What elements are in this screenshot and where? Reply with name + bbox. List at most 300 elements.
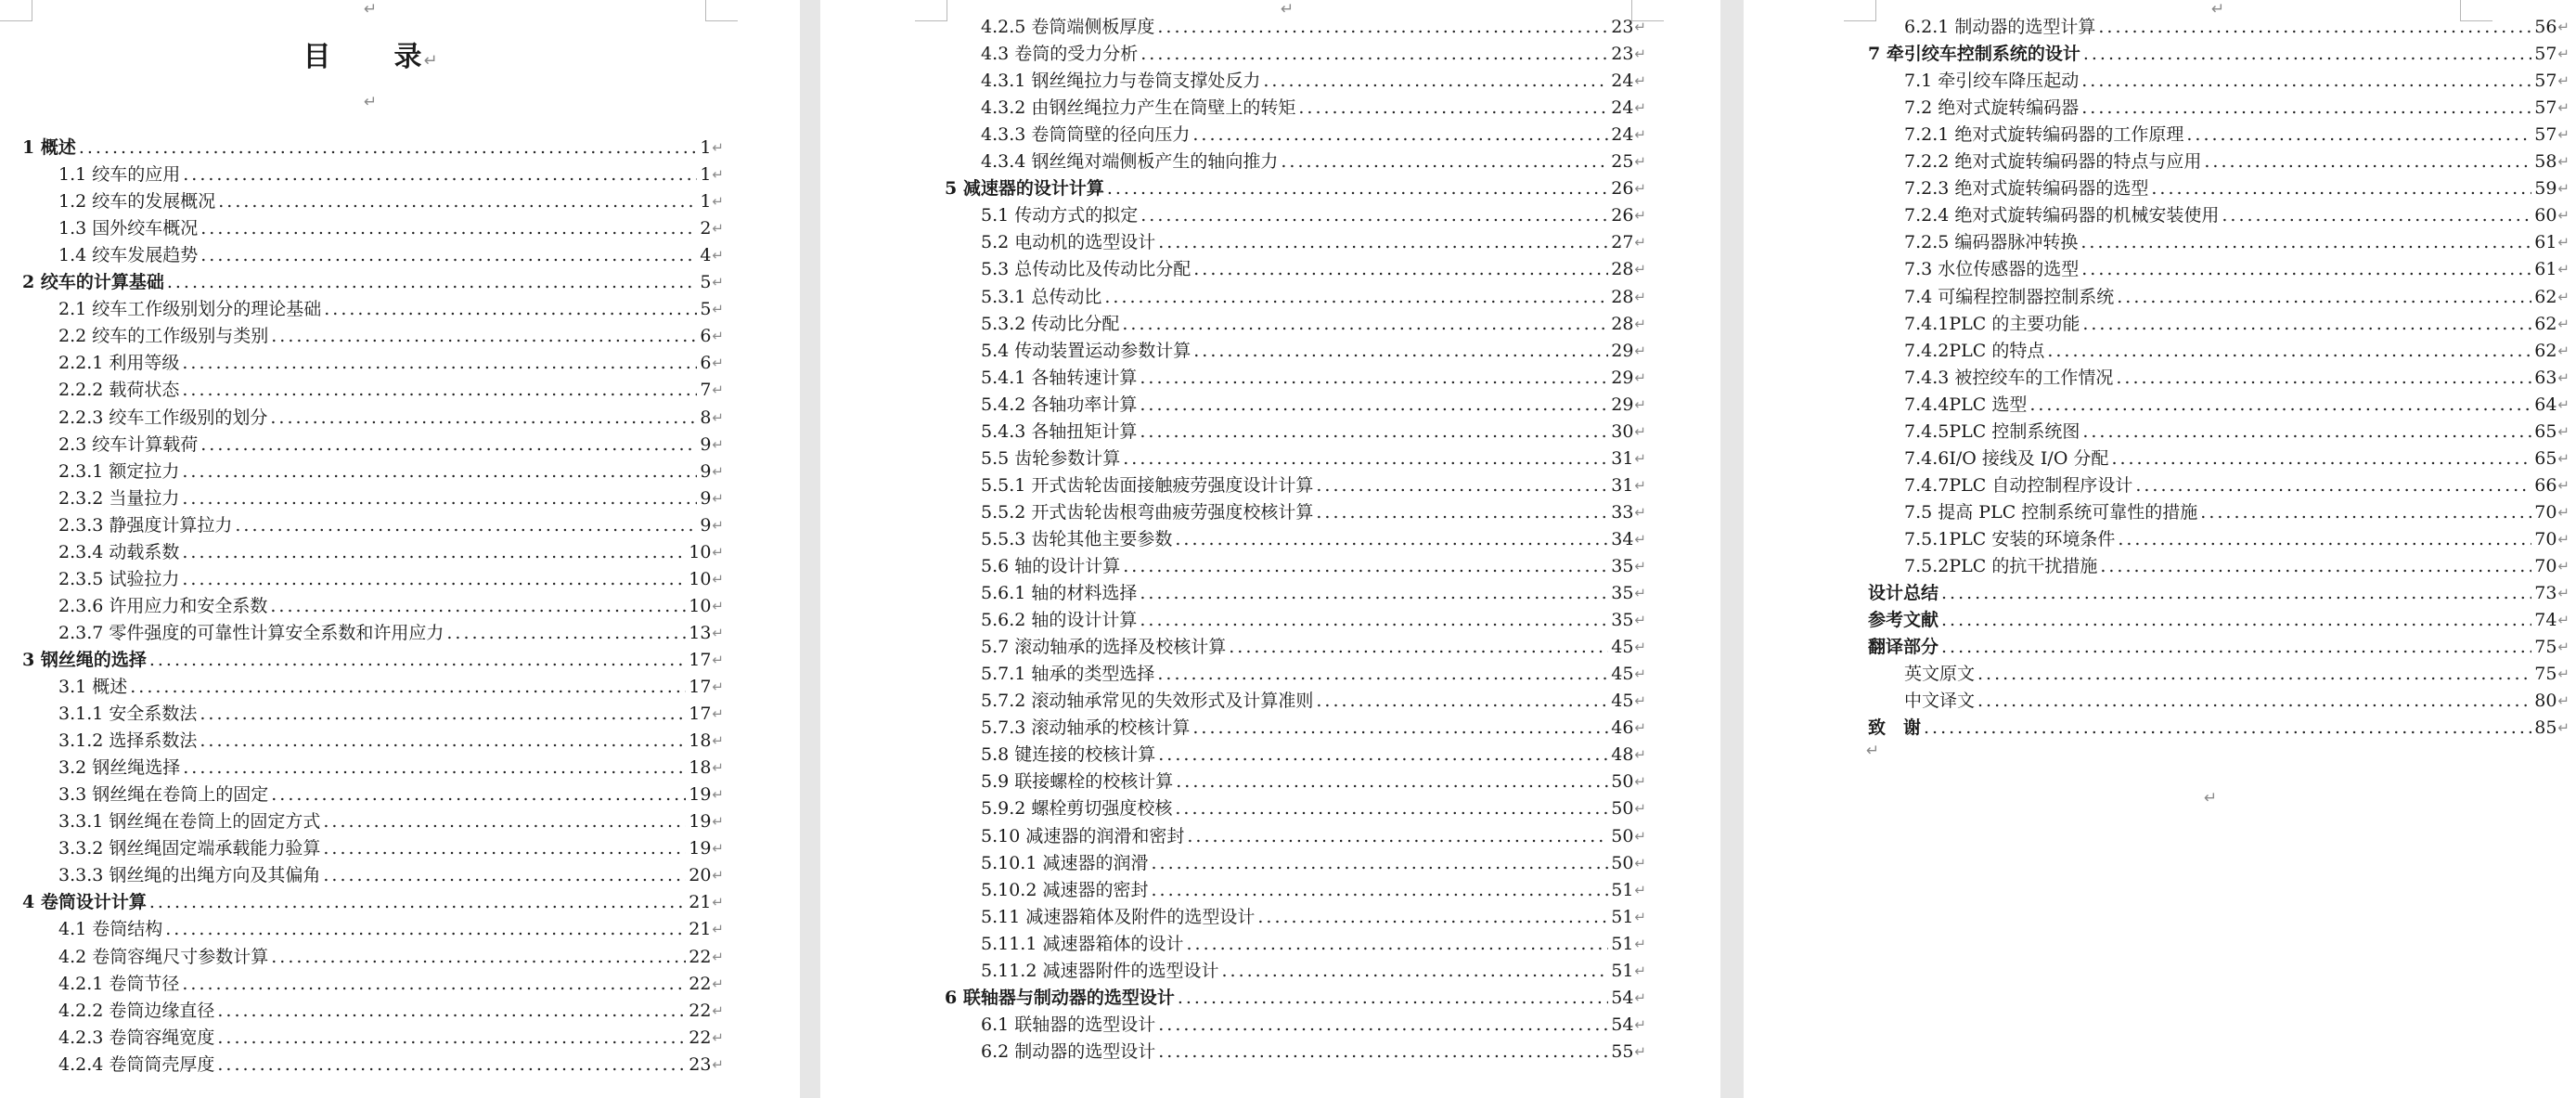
dot-leader (1140, 581, 1608, 605)
toc-entry[interactable] (981, 93, 1646, 120)
paragraph-mark-icon: ↵ (2557, 476, 2570, 494)
toc-entry[interactable] (1904, 444, 2570, 471)
toc-entry-label: 7.2.4 绝对式旋转编码器的机械安装使用 (1904, 205, 2220, 226)
paragraph-mark-icon: ↵ (2557, 126, 2570, 144)
toc-entry[interactable] (1904, 227, 2570, 254)
toc-entry-label: 5.7.2 滚动轴承常见的失效形式及计算准则 (981, 691, 1314, 712)
toc-entry-label: 4.3.2 由钢丝绳拉力产生在筒壁上的转矩 (981, 97, 1296, 119)
paragraph-mark-icon: ↵ (1634, 612, 1646, 629)
toc-entry[interactable] (58, 942, 724, 969)
paragraph-mark-icon: ↵ (1634, 288, 1646, 305)
toc-entry[interactable] (1904, 12, 2570, 39)
toc-entry[interactable] (1904, 200, 2570, 227)
paragraph-mark-icon: ↵ (1634, 692, 1646, 710)
dot-leader (149, 890, 686, 914)
toc-entry[interactable] (1904, 524, 2570, 551)
toc-entry[interactable] (945, 983, 1646, 1010)
toc-entry[interactable] (981, 767, 1646, 794)
dot-leader (270, 406, 697, 430)
toc-entry[interactable] (1904, 66, 2570, 93)
toc-entry-page-number: 21 (689, 919, 712, 940)
toc-entry[interactable] (58, 187, 724, 213)
toc-entry-label: 英文原文 (1904, 664, 1976, 685)
dot-leader (1316, 689, 1608, 713)
dot-leader (270, 594, 686, 618)
toc-entry-page-number: 5 (700, 272, 712, 293)
toc-entry[interactable] (1904, 390, 2570, 417)
paragraph-mark-icon: ↵ (2557, 503, 2570, 521)
toc-entry[interactable] (58, 160, 724, 187)
toc-entry-label: 5.6.1 轴的材料选择 (981, 583, 1138, 604)
paragraph-mark-icon: ↵ (2557, 422, 2570, 440)
toc-entry[interactable] (22, 267, 724, 294)
dot-leader (324, 297, 697, 321)
dot-leader (1140, 393, 1608, 417)
toc-entry[interactable] (981, 444, 1646, 471)
paragraph-mark-icon: ↵ (1634, 988, 1646, 1006)
toc-entry[interactable] (58, 240, 724, 267)
toc-entry[interactable] (981, 821, 1646, 848)
toc-entry-page-number: 75 (2534, 664, 2557, 685)
toc-entry-page-number: 10 (689, 595, 712, 616)
toc-entry-label: 4.2.5 卷筒端侧板厚度 (981, 17, 1155, 37)
dot-leader (2222, 203, 2531, 227)
toc-entry[interactable] (22, 133, 724, 160)
toc-entry[interactable] (981, 12, 1646, 39)
dot-leader (1186, 932, 1608, 956)
toc-entry-page-number: 51 (1611, 879, 1634, 900)
toc-entry-label: 7.2.1 绝对式旋转编码器的工作原理 (1904, 124, 2184, 146)
toc-entry-page-number: 1 (700, 137, 712, 158)
toc-entry[interactable] (981, 524, 1646, 551)
toc-entry-label: 2.3 绞车计算载荷 (58, 433, 199, 455)
toc-entry[interactable] (981, 713, 1646, 740)
toc-entry-page-number: 9 (700, 433, 712, 455)
toc-entry-label: 2.3.4 动载系数 (58, 541, 180, 562)
paragraph-mark-icon: ↵ (712, 759, 724, 777)
toc-entry-label: 3.2 钢丝绳选择 (58, 757, 181, 779)
dot-leader (271, 782, 686, 807)
toc-entry[interactable] (981, 227, 1646, 254)
paragraph-mark-icon: ↵ (712, 516, 724, 534)
dot-leader (2083, 42, 2531, 66)
paragraph-mark-icon: ↵ (1634, 1042, 1646, 1060)
toc-entry-page-number: 80 (2534, 691, 2557, 712)
toc-entry[interactable] (981, 147, 1646, 174)
toc-entry-label: 4.2.4 卷筒筒壳厚度 (58, 1053, 215, 1075)
toc-entry-page-number: 24 (1611, 71, 1634, 92)
dot-leader (182, 972, 686, 996)
toc-entry-page-number: 23 (689, 1053, 712, 1075)
toc-entry[interactable] (981, 39, 1646, 66)
toc-entry-label: 5.4.2 各轴功率计算 (981, 394, 1138, 415)
toc-entry-label: 2 绞车的计算基础 (22, 272, 164, 293)
toc-entry[interactable] (1868, 39, 2570, 66)
paragraph-mark-icon: ↵ (2557, 45, 2570, 63)
toc-entry[interactable] (58, 375, 724, 402)
toc-entry[interactable] (945, 174, 1646, 200)
toc-entry[interactable] (58, 914, 724, 941)
toc-entry[interactable] (981, 902, 1646, 929)
toc-entry-page-number: 20 (689, 865, 712, 886)
toc-title (0, 33, 742, 74)
toc-entry-label: 5.7.1 轴承的类型选择 (981, 664, 1155, 685)
toc-entry-page-number: 22 (689, 1027, 712, 1048)
page-corner-mark (0, 0, 32, 21)
toc-entry[interactable] (58, 510, 724, 537)
toc-entry-label: 5 减速器的设计计算 (945, 178, 1104, 200)
toc-entry[interactable] (58, 213, 724, 240)
toc-entry-page-number: 7 (700, 380, 712, 401)
toc-entry-label: 7.2.2 绝对式旋转编码器的特点与应用 (1904, 151, 2202, 173)
paragraph-mark-icon: ↵ (1634, 422, 1646, 440)
paragraph-mark-icon: ↵ (2557, 342, 2570, 359)
toc-entry[interactable] (981, 632, 1646, 659)
dot-leader (1140, 203, 1608, 227)
dot-leader (2029, 393, 2531, 417)
toc-entry[interactable] (58, 833, 724, 860)
toc-entry-label: 2.3.2 当量拉力 (58, 487, 180, 509)
toc-entry-page-number: 1 (700, 164, 712, 186)
dot-leader (1941, 635, 2531, 659)
toc-entry[interactable] (981, 659, 1646, 686)
dot-leader (1158, 1013, 1608, 1037)
dot-leader (79, 136, 697, 160)
paragraph-mark-icon: ↵ (2557, 207, 2570, 225)
paragraph-mark-icon: ↵ (1634, 639, 1646, 656)
paragraph-mark-icon: ↵ (712, 381, 724, 399)
toc-entry[interactable] (58, 564, 724, 591)
toc-entry[interactable] (1904, 336, 2570, 363)
paragraph-mark-icon: ↵ (2557, 665, 2570, 683)
toc-entry-label: 5.4.3 各轴扭矩计算 (981, 420, 1138, 442)
paragraph-mark-icon: ↵ (1634, 827, 1646, 845)
toc-entry[interactable] (981, 848, 1646, 875)
dot-leader (2081, 96, 2531, 120)
paragraph-mark-icon: ↵ (364, 0, 378, 19)
toc-entry-page-number: 35 (1611, 556, 1634, 576)
toc-entry-page-number: 28 (1611, 313, 1634, 334)
toc-entry[interactable] (22, 887, 724, 914)
paragraph-mark-icon: ↵ (1634, 153, 1646, 171)
toc-entry-page-number: 66 (2534, 474, 2557, 496)
page-corner-mark (705, 0, 738, 21)
toc-entry-label: 7.2.5 编码器脉冲转换 (1904, 232, 2079, 253)
dot-leader (182, 351, 697, 375)
toc-entry-page-number: 22 (689, 973, 712, 994)
toc-entry-page-number: 29 (1611, 340, 1634, 361)
toc-entry[interactable] (981, 1037, 1646, 1064)
toc-entry[interactable] (981, 66, 1646, 93)
toc-entry-label: 3.1.2 选择系数法 (58, 730, 198, 752)
toc-entry-page-number: 62 (2534, 313, 2557, 334)
dot-leader (271, 945, 686, 969)
toc-entry-label: 致 谢 (1868, 717, 1922, 739)
paragraph-mark-icon: ↵ (1634, 342, 1646, 359)
toc-entry[interactable] (58, 753, 724, 780)
dot-leader (217, 1053, 686, 1077)
toc-entry[interactable] (981, 956, 1646, 983)
toc-entry[interactable] (981, 363, 1646, 390)
toc-entry-page-number: 62 (2534, 340, 2557, 361)
paragraph-mark-icon: ↵ (2557, 180, 2570, 198)
dot-leader (1140, 420, 1608, 444)
toc-entry-page-number: 17 (689, 649, 712, 670)
toc-entry[interactable] (1904, 174, 2570, 200)
paragraph-mark-icon: ↵ (1634, 315, 1646, 332)
paragraph-mark-icon: ↵ (1634, 881, 1646, 898)
dot-leader (182, 378, 697, 402)
paragraph-mark-icon: ↵ (1634, 476, 1646, 494)
toc-entry[interactable] (981, 497, 1646, 524)
toc-entry-page-number: 21 (689, 892, 712, 913)
toc-entry[interactable] (1904, 551, 2570, 578)
toc-entry-label: 2.2.2 载荷状态 (58, 380, 180, 401)
toc-entry[interactable] (58, 1023, 724, 1050)
paragraph-mark-icon: ↵ (712, 462, 724, 480)
toc-entry-label: 5.9 联接螺栓的校核计算 (981, 771, 1174, 793)
toc-entry[interactable] (58, 348, 724, 375)
paragraph-mark-icon: ↵ (2557, 19, 2570, 35)
toc-entry-label: 2.2 绞车的工作级别与类别 (58, 326, 269, 347)
paragraph-mark-icon: ↵ (2557, 395, 2570, 413)
toc-entry[interactable] (981, 417, 1646, 444)
dot-leader (1281, 149, 1608, 174)
toc-entry-page-number: 61 (2534, 259, 2557, 280)
toc-entry[interactable] (1904, 363, 2570, 390)
toc-entry[interactable] (981, 282, 1646, 309)
toc-entry-label: 4.2.3 卷筒容绳宽度 (58, 1027, 215, 1048)
toc-entry-label: 1.4 绞车发展趋势 (58, 245, 199, 266)
toc-entry-label: 2.3.6 许用应力和安全系数 (58, 595, 268, 616)
paragraph-mark-icon: ↵ (1866, 742, 1880, 761)
toc-entry-label: 7.2 绝对式旋转编码器 (1904, 97, 2080, 119)
toc-entry[interactable] (981, 929, 1646, 956)
toc-entry[interactable] (1904, 93, 2570, 120)
toc-entry[interactable] (58, 457, 724, 484)
toc-entry-label: 1.1 绞车的应用 (58, 164, 181, 186)
paragraph-mark-icon: ↵ (712, 975, 724, 992)
toc-entry-label: 4.3 卷筒的受力分析 (981, 44, 1139, 65)
toc-entry[interactable] (981, 605, 1646, 632)
dot-leader (200, 243, 697, 267)
toc-entry[interactable] (981, 740, 1646, 767)
toc-entry[interactable] (58, 618, 724, 645)
toc-entry[interactable] (1904, 147, 2570, 174)
paragraph-mark-icon: ↵ (1634, 773, 1646, 791)
toc-entry[interactable] (58, 860, 724, 887)
toc-entry[interactable] (1904, 254, 2570, 281)
toc-entry-label: 5.1 传动方式的拟定 (981, 205, 1139, 226)
dot-leader (182, 486, 697, 510)
dot-leader (1140, 366, 1608, 390)
dot-leader (183, 162, 697, 187)
toc-entry-label: 7.4.1PLC 的主要功能 (1904, 313, 2080, 334)
paragraph-mark-icon: ↵ (1634, 1015, 1646, 1033)
toc-entry[interactable] (981, 254, 1646, 281)
paragraph-mark-icon: ↵ (712, 408, 724, 426)
toc-entry[interactable] (1904, 417, 2570, 444)
toc-entry[interactable] (1904, 497, 2570, 524)
toc-entry-page-number: 58 (2534, 151, 2557, 173)
toc-entry-label: 6.2.1 制动器的选型计算 (1904, 17, 2096, 37)
toc-entry-label: 3.1.1 安全系数法 (58, 704, 198, 725)
toc-entry[interactable] (58, 484, 724, 510)
toc-entry[interactable] (1904, 686, 2570, 713)
dot-leader (182, 459, 697, 484)
toc-entry[interactable] (58, 996, 724, 1023)
dot-leader (1316, 500, 1608, 524)
toc-entry[interactable] (981, 875, 1646, 902)
toc-entry[interactable] (58, 403, 724, 430)
toc-entry-label: 2.3.1 额定拉力 (58, 460, 180, 482)
toc-entry[interactable] (981, 120, 1646, 147)
toc-entry[interactable] (1868, 578, 2570, 605)
toc-entry[interactable] (58, 807, 724, 833)
toc-entry-page-number: 25 (1611, 151, 1634, 173)
paragraph-mark-icon: ↵ (712, 597, 724, 614)
paragraph-mark-icon: ↵ (1634, 908, 1646, 925)
dot-leader (1176, 769, 1608, 794)
toc-entry[interactable] (981, 200, 1646, 227)
toc-entry[interactable] (981, 551, 1646, 578)
toc-entry[interactable] (1868, 632, 2570, 659)
toc-entry[interactable] (981, 336, 1646, 363)
dot-leader (218, 189, 697, 213)
toc-entry-label: 5.9.2 螺栓剪切强度校核 (981, 798, 1173, 820)
toc-entry-page-number: 2 (700, 218, 712, 239)
dot-leader (323, 863, 686, 887)
dot-leader (200, 433, 697, 457)
toc-entry-page-number: 4 (700, 245, 712, 266)
toc-entry-page-number: 45 (1611, 691, 1634, 712)
paragraph-mark-icon: ↵ (1634, 368, 1646, 386)
paragraph-mark-icon: ↵ (1634, 395, 1646, 413)
toc-entry-page-number: 18 (689, 730, 712, 752)
toc-entry[interactable] (58, 969, 724, 996)
toc-entry-label: 1 概述 (22, 137, 76, 158)
toc-entry[interactable] (981, 686, 1646, 713)
toc-entry[interactable] (981, 309, 1646, 336)
toc-entry-label: 4.3.1 钢丝绳拉力与卷筒支撑处反力 (981, 71, 1261, 92)
paragraph-mark-icon: ↵ (2557, 72, 2570, 90)
toc-entry[interactable] (58, 672, 724, 699)
paragraph-mark-icon: ↵ (712, 543, 724, 561)
toc-entry-page-number: 57 (2534, 97, 2557, 119)
paragraph-mark-icon: ↵ (712, 139, 724, 156)
toc-entry[interactable] (22, 645, 724, 672)
toc-entry[interactable] (58, 1050, 724, 1077)
toc-entry[interactable] (58, 294, 724, 321)
paragraph-mark-icon: ↵ (712, 1028, 724, 1046)
toc-entry-page-number: 51 (1611, 906, 1634, 927)
dot-leader (1158, 230, 1608, 254)
dot-leader (1151, 851, 1608, 875)
toc-entry[interactable] (58, 430, 724, 457)
toc-entry-page-number: 48 (1611, 744, 1634, 766)
toc-entry-label: 7.4 可编程控制器控制系统 (1904, 286, 2115, 307)
toc-entry[interactable] (58, 699, 724, 726)
toc-entry-label: 5.5.3 齿轮其他主要参数 (981, 528, 1173, 549)
toc-entry[interactable] (58, 537, 724, 564)
paragraph-mark-icon: ↵ (2557, 99, 2570, 117)
paragraph-mark-icon: ↵ (1634, 19, 1646, 35)
paragraph-mark-icon: ↵ (423, 51, 440, 71)
toc-entry-page-number: 10 (689, 541, 712, 562)
toc-entry[interactable] (981, 390, 1646, 417)
toc-entry[interactable] (1904, 471, 2570, 497)
toc-entry-label: 4.3.4 钢丝绳对端侧板产生的轴向推力 (981, 151, 1279, 173)
dot-leader (1158, 743, 1608, 767)
toc-entry-label: 5.7.3 滚动轴承的校核计算 (981, 717, 1191, 739)
dot-leader (2135, 473, 2531, 497)
toc-entry-label: 7.4.3 被控绞车的工作情况 (1904, 367, 2114, 388)
paragraph-mark-icon: ↵ (712, 1055, 724, 1073)
toc-entry[interactable] (1868, 713, 2570, 740)
toc-entry[interactable] (1904, 659, 2570, 686)
toc-entry[interactable] (981, 578, 1646, 605)
dot-leader (182, 540, 686, 564)
toc-entry[interactable] (981, 471, 1646, 497)
paragraph-mark-icon: ↵ (1634, 180, 1646, 198)
toc-entry-page-number: 45 (1611, 637, 1634, 658)
toc-entry-label: 4.2.1 卷筒节径 (58, 973, 180, 994)
toc-entry[interactable] (58, 780, 724, 807)
toc-entry[interactable] (1904, 120, 2570, 147)
paragraph-mark-icon: ↵ (2557, 153, 2570, 171)
toc-entry[interactable] (1904, 282, 2570, 309)
toc-entry-page-number: 9 (700, 514, 712, 536)
dot-leader (1941, 608, 2531, 632)
toc-entry-label: 7.3 水位传感器的选型 (1904, 259, 2080, 280)
dot-leader (1257, 905, 1608, 929)
toc-entry-page-number: 60 (2534, 205, 2557, 226)
toc-entry-page-number: 6 (700, 326, 712, 347)
toc-entry-page-number: 8 (700, 407, 712, 428)
paragraph-mark-icon: ↵ (1634, 665, 1646, 683)
toc-entry-page-number: 70 (2534, 528, 2557, 549)
toc-entry[interactable] (1868, 605, 2570, 632)
toc-entry-label: 5.11 减速器箱体及附件的选型设计 (981, 906, 1256, 927)
dot-leader (2080, 230, 2531, 254)
toc-entry-page-number: 10 (689, 568, 712, 589)
dot-leader (182, 567, 686, 591)
toc-entry-label: 7.2.3 绝对式旋转编码器的选型 (1904, 178, 2149, 200)
toc-entry-page-number: 64 (2534, 394, 2557, 415)
paragraph-mark-icon: ↵ (712, 435, 724, 453)
dot-leader (1229, 635, 1608, 659)
toc-entry-page-number: 70 (2534, 556, 2557, 576)
toc-entry[interactable] (981, 1010, 1646, 1037)
toc-entry[interactable] (981, 794, 1646, 820)
toc-entry-page-number: 54 (1611, 987, 1634, 1008)
toc-entry-page-number: 30 (1611, 420, 1634, 442)
toc-entry-page-number: 54 (1611, 1014, 1634, 1035)
toc-entry[interactable] (1904, 309, 2570, 336)
paragraph-mark-icon: ↵ (712, 220, 724, 238)
toc-entry-label: 7.5.2PLC 的抗干扰措施 (1904, 556, 2098, 576)
dot-leader (200, 729, 686, 753)
dot-leader (323, 836, 686, 860)
paragraph-mark-icon: ↵ (1634, 207, 1646, 225)
toc-entry-label: 设计总结 (1868, 583, 1939, 604)
paragraph-mark-icon: ↵ (1634, 45, 1646, 63)
toc-entry[interactable] (58, 591, 724, 618)
dot-leader (446, 621, 686, 645)
toc-entry-label: 7.4.4PLC 选型 (1904, 394, 2028, 415)
toc-entry[interactable] (58, 321, 724, 348)
toc-entry[interactable] (58, 726, 724, 753)
